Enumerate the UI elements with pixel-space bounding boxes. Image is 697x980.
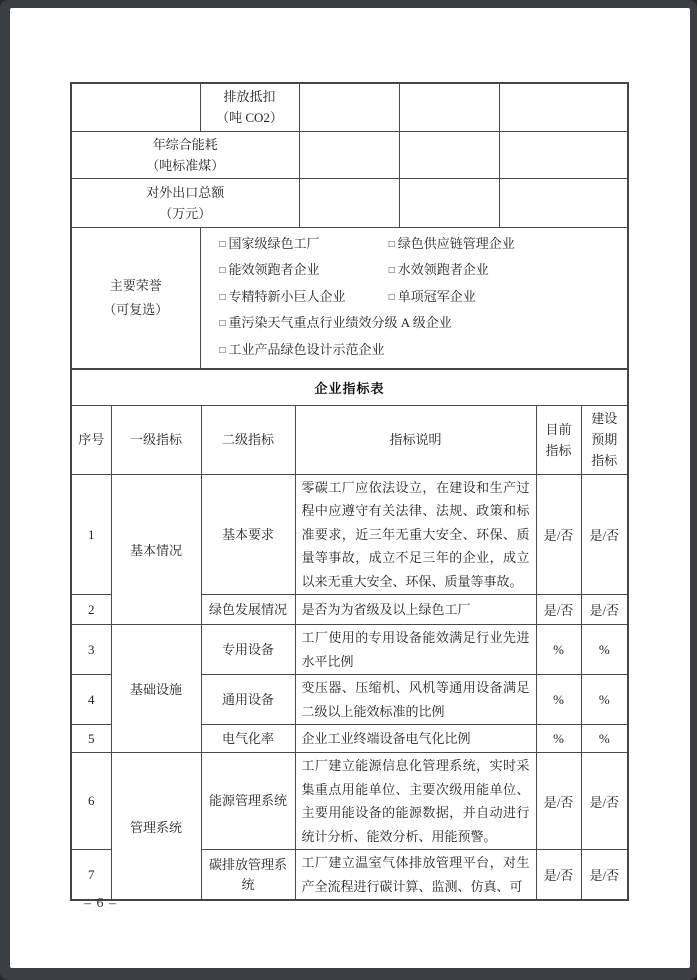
checkbox-icon: □	[219, 318, 226, 330]
honor-option-label: 工业产品绿色设计示范企业	[228, 341, 385, 357]
col-header-level1: 一级指标	[111, 405, 201, 474]
col-header-level2: 二级指标	[201, 405, 295, 474]
row-number: 3	[71, 625, 111, 675]
empty-value-cell	[499, 131, 628, 178]
level1-indicator: 基础设施	[111, 625, 201, 753]
row-number: 4	[71, 675, 111, 725]
honor-option	[389, 262, 489, 277]
checkbox-icon: □	[388, 238, 395, 250]
table-header-row	[71, 405, 628, 474]
col-header-current: 目前 指标	[536, 405, 581, 474]
expected-value: 是/否	[581, 474, 628, 595]
indicator-description: 企业工业终端设备电气化比例	[295, 725, 536, 753]
level2-indicator: 能源管理系统	[201, 753, 295, 850]
honor-option-label: 专精特新小巨人企业	[228, 288, 346, 304]
honors-row	[71, 227, 628, 369]
empty-value-cell	[299, 131, 399, 178]
level2-indicator: 专用设备	[201, 625, 295, 675]
table-title-row	[71, 369, 628, 405]
honors-line	[220, 285, 622, 312]
document-page	[10, 8, 690, 968]
current-value: %	[536, 725, 581, 753]
honor-option	[220, 342, 385, 357]
honor-option-label: 绿色供应链管理企业	[397, 235, 515, 251]
expected-value: 是/否	[581, 850, 628, 901]
indicator-table	[70, 368, 629, 901]
honors-line	[220, 232, 622, 259]
col-header-no: 序号	[71, 405, 111, 474]
indicator-description: 工厂建立温室气体排放管理平台，对生产全流程进行碳计算、监测、仿真、可	[295, 850, 536, 901]
honor-option	[389, 289, 476, 304]
current-value: 是/否	[536, 850, 581, 901]
empty-value-cell	[399, 131, 499, 178]
empty-value-cell	[399, 83, 499, 131]
col-header-desc: 指标说明	[295, 405, 536, 474]
checkbox-icon: □	[219, 265, 226, 277]
blank-cell	[71, 83, 200, 131]
level1-indicator: 管理系统	[111, 753, 201, 901]
honor-option-label: 单项冠军企业	[397, 288, 476, 304]
honor-option-label: 重污染天气重点行业绩效分级 A 级企业	[228, 315, 452, 331]
honors-label: 主要荣誉 （可复选）	[71, 227, 200, 369]
level2-indicator: 基本要求	[201, 474, 295, 595]
honors-line	[220, 311, 622, 338]
tables-area	[70, 82, 627, 901]
table-row	[71, 753, 628, 850]
expected-value: 是/否	[581, 595, 628, 625]
current-value: 是/否	[536, 474, 581, 595]
row-number: 6	[71, 753, 111, 850]
row-number: 5	[71, 725, 111, 753]
table-row	[71, 625, 628, 675]
page-number: – 6 –	[84, 896, 117, 911]
expected-value: 是/否	[581, 753, 628, 850]
row-number: 2	[71, 595, 111, 625]
honor-option	[220, 315, 452, 330]
annual-energy-label: 年综合能耗 （吨标准煤）	[71, 131, 299, 178]
current-value: 是/否	[536, 753, 581, 850]
empty-value-cell	[299, 178, 399, 227]
empty-value-cell	[499, 83, 628, 131]
honor-option	[389, 236, 515, 251]
checkbox-icon: □	[219, 344, 226, 356]
col-header-expected: 建设 预期 指标	[581, 405, 628, 474]
checkbox-icon: □	[388, 291, 395, 303]
level2-indicator: 绿色发展情况	[201, 595, 295, 625]
table-row	[71, 83, 628, 131]
honor-option-label: 水效领跑者企业	[397, 262, 489, 278]
indicator-description: 是否为为省级及以上绿色工厂	[295, 595, 536, 625]
empty-value-cell	[299, 83, 399, 131]
export-total-label: 对外出口总额 （万元）	[71, 178, 299, 227]
honor-option	[220, 258, 386, 285]
table-row	[71, 474, 628, 595]
indicator-description: 零碳工厂应依法设立，在建设和生产过程中应遵守有关法律、法规、政策和标准要求，近三年无重大安全、环保、质量等事故，成立不足三年的企业，成立以来无重大安全、环保、质量等事故。	[295, 474, 536, 595]
expected-value: %	[581, 675, 628, 725]
checkbox-icon: □	[219, 238, 226, 250]
empty-value-cell	[399, 178, 499, 227]
honor-option-label: 能效领跑者企业	[228, 262, 320, 278]
checkbox-icon: □	[219, 291, 226, 303]
current-value: %	[536, 625, 581, 675]
row-number: 7	[71, 850, 111, 901]
level1-indicator: 基本情况	[111, 474, 201, 625]
table-row	[71, 178, 628, 227]
expected-value: %	[581, 725, 628, 753]
expected-value: %	[581, 625, 628, 675]
indicator-description: 工厂建立能源信息化管理系统，实时采集重点用能单位、主要次级用能单位、主要用能设备的能源数据，并自动进行统计分析、能效分析、用能预警。	[295, 753, 536, 850]
level2-indicator: 通用设备	[201, 675, 295, 725]
honor-option	[220, 285, 386, 312]
company-info-table	[70, 82, 629, 370]
checkbox-icon: □	[388, 265, 395, 277]
level2-indicator: 电气化率	[201, 725, 295, 753]
indicator-description: 工厂使用的专用设备能效满足行业先进水平比例	[295, 625, 536, 675]
current-value: 是/否	[536, 595, 581, 625]
table-title: 企业指标表	[71, 369, 628, 405]
current-value: %	[536, 675, 581, 725]
emission-offset-label: 排放抵扣 （吨 CO2）	[200, 83, 299, 131]
empty-value-cell	[499, 178, 628, 227]
honors-line	[220, 338, 622, 365]
honor-option	[220, 232, 386, 259]
honors-line	[220, 258, 622, 285]
level2-indicator: 碳排放管理系统	[201, 850, 295, 901]
honor-option-label: 国家级绿色工厂	[228, 235, 320, 251]
indicator-description: 变压器、压缩机、风机等通用设备满足二级以上能效标准的比例	[295, 675, 536, 725]
table-row	[71, 131, 628, 178]
honors-options	[200, 227, 628, 369]
row-number: 1	[71, 474, 111, 595]
